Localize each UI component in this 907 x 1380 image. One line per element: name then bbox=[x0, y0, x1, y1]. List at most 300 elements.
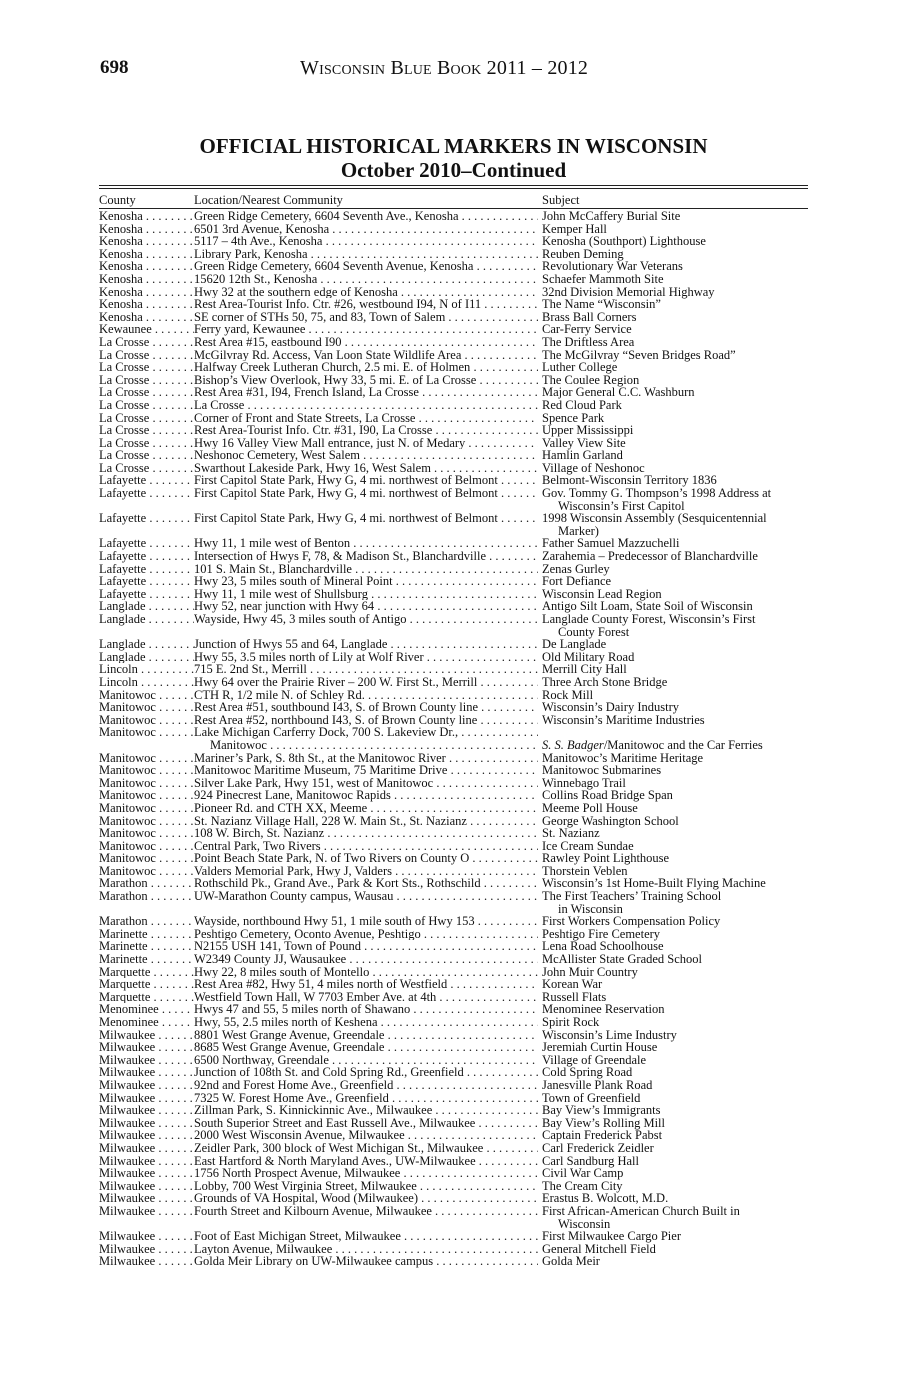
location-line: Intersection of Hwys F, 78, & Madison St., Blanchardville . . . bbox=[194, 550, 538, 563]
subject-line: Upper Mississippi bbox=[542, 423, 634, 438]
county-cell: Kenosha . . . bbox=[99, 311, 194, 324]
subject-cell bbox=[542, 890, 808, 915]
county-cell: Manitowoc . . . bbox=[99, 852, 194, 865]
table-row bbox=[99, 298, 808, 311]
subject-line: Meeme Poll House bbox=[542, 800, 638, 815]
location-cell bbox=[194, 1129, 538, 1142]
location-cell bbox=[194, 487, 538, 512]
location-cell bbox=[194, 940, 538, 953]
location-cell bbox=[194, 1167, 538, 1180]
location-line: Rest Area #82, Hwy 51, 4 miles north of Westfield . . . bbox=[194, 978, 538, 991]
location-cell bbox=[194, 223, 538, 236]
subject-line: De Langlade bbox=[542, 637, 607, 652]
subject-cell bbox=[542, 550, 808, 563]
table-row bbox=[99, 638, 808, 651]
location-cell bbox=[194, 638, 538, 651]
subject-line: Valley View Site bbox=[542, 435, 626, 450]
subject-line: Wisconsin’s Lime Industry bbox=[542, 1027, 677, 1042]
location-cell bbox=[194, 349, 538, 362]
subject-line: The Cream City bbox=[542, 1178, 623, 1193]
subject-line: Gov. Tommy G. Thompson’s 1998 Address at bbox=[542, 486, 772, 501]
table-row bbox=[99, 1041, 808, 1054]
county-cell: Manitowoc . . . bbox=[99, 752, 194, 765]
county-cell: Manitowoc . . . bbox=[99, 764, 194, 777]
location-line: 5117 – 4th Ave., Kenosha . . . bbox=[194, 235, 538, 248]
location-cell bbox=[194, 1092, 538, 1105]
subject-cell bbox=[542, 1041, 808, 1054]
location-cell bbox=[194, 563, 538, 576]
table-row bbox=[99, 928, 808, 941]
subject-line: Jeremiah Curtin House bbox=[542, 1040, 658, 1055]
table-row bbox=[99, 815, 808, 828]
subject-line: John McCaffery Burial Site bbox=[542, 209, 681, 223]
location-cell bbox=[194, 1117, 538, 1130]
location-cell bbox=[194, 663, 538, 676]
table-row bbox=[99, 1205, 808, 1230]
location-line: UW-Marathon County campus, Wausau . . . bbox=[194, 890, 538, 903]
county-cell: Manitowoc . . . bbox=[99, 726, 194, 739]
table-column-headers bbox=[99, 193, 808, 207]
county-cell: Kenosha . . . bbox=[99, 286, 194, 299]
location-cell bbox=[194, 752, 538, 765]
subject-line: Korean War bbox=[542, 977, 603, 992]
location-cell bbox=[194, 928, 538, 941]
county-cell: La Crosse . . . bbox=[99, 349, 194, 362]
location-cell bbox=[194, 235, 538, 248]
location-cell bbox=[194, 764, 538, 777]
location-line bbox=[194, 1218, 538, 1231]
location-cell bbox=[194, 651, 538, 664]
table-row bbox=[99, 726, 808, 751]
table-row bbox=[99, 575, 808, 588]
table-row bbox=[99, 487, 808, 512]
location-cell bbox=[194, 412, 538, 425]
location-line: Green Ridge Cemetery, 6604 Seventh Ave., Kenosha . . . bbox=[194, 210, 538, 223]
location-cell bbox=[194, 323, 538, 336]
location-line: South Superior Street and East Russell Ave., Milwaukee . . . bbox=[194, 1117, 538, 1130]
table-row bbox=[99, 764, 808, 777]
location-line: Point Beach State Park, N. of Two Rivers on County O . . . bbox=[194, 852, 538, 865]
location-cell bbox=[194, 1142, 538, 1155]
location-line: 6500 Northway, Greendale . . . bbox=[194, 1054, 538, 1067]
county-cell: Milwaukee . . . bbox=[99, 1029, 194, 1042]
county-cell: Marquette . . . bbox=[99, 966, 194, 979]
location-line: 8801 West Grange Avenue, Greendale . . . bbox=[194, 1029, 538, 1042]
location-cell bbox=[194, 890, 538, 915]
county-cell: Kenosha . . . bbox=[99, 260, 194, 273]
county-cell: Milwaukee . . . bbox=[99, 1054, 194, 1067]
table-row bbox=[99, 827, 808, 840]
subject-cell bbox=[542, 978, 808, 991]
table-row bbox=[99, 512, 808, 537]
subject-line: Collins Road Bridge Span bbox=[542, 788, 673, 803]
county-cell: Lafayette . . . bbox=[99, 550, 194, 563]
subject-cell bbox=[542, 827, 808, 840]
location-line: Grounds of VA Hospital, Wood (Milwaukee) . . . bbox=[194, 1192, 538, 1205]
county-cell: Milwaukee . . . bbox=[99, 1192, 194, 1205]
location-cell bbox=[194, 374, 538, 387]
table-row bbox=[99, 361, 808, 374]
table-row bbox=[99, 1180, 808, 1193]
table-row bbox=[99, 260, 808, 273]
table-row bbox=[99, 777, 808, 790]
county-cell: Lafayette . . . bbox=[99, 537, 194, 550]
county-cell: La Crosse . . . bbox=[99, 449, 194, 462]
subject-line: Wisconsin’s First Capitol bbox=[558, 498, 685, 513]
subject-line: Bay View’s Rolling Mill bbox=[542, 1115, 665, 1130]
location-line: Hwy 11, 1 mile west of Shullsburg . . . bbox=[194, 588, 538, 601]
location-line: W2349 County JJ, Wausaukee . . . bbox=[194, 953, 538, 966]
county-cell: Marathon . . . bbox=[99, 877, 194, 890]
location-line: Zeidler Park, 300 block of West Michigan St., Milwaukee . . . bbox=[194, 1142, 538, 1155]
county-cell: Marquette . . . bbox=[99, 991, 194, 1004]
table-row bbox=[99, 248, 808, 261]
table-row bbox=[99, 1155, 808, 1168]
location-line: CTH R, 1/2 mile N. of Schley Rd. . . . bbox=[194, 689, 538, 702]
location-line: Rest Area #31, I94, French Island, La Crosse . . . bbox=[194, 386, 538, 399]
subject-line: Schaefer Mammoth Site bbox=[542, 271, 664, 286]
table-row bbox=[99, 1142, 808, 1155]
location-line: Mariner’s Park, S. 8th St., at the Manitowoc River . . . bbox=[194, 752, 538, 765]
subject-cell bbox=[542, 336, 808, 349]
county-cell: Marinette . . . bbox=[99, 953, 194, 966]
table-row bbox=[99, 386, 808, 399]
location-cell bbox=[194, 726, 538, 751]
county-cell: La Crosse . . . bbox=[99, 361, 194, 374]
table-row bbox=[99, 1230, 808, 1243]
location-line bbox=[194, 626, 538, 639]
subject-line: The Driftless Area bbox=[542, 334, 635, 349]
table-row bbox=[99, 374, 808, 387]
table-row bbox=[99, 1129, 808, 1142]
location-line: Hwy 52, near junction with Hwy 64 . . . bbox=[194, 600, 538, 613]
subject-line: Golda Meir bbox=[542, 1254, 600, 1269]
location-cell bbox=[194, 474, 538, 487]
subject-line: The McGilvray “Seven Bridges Road” bbox=[542, 347, 736, 362]
subject-line: 1998 Wisconsin Assembly (Sesquicentennial bbox=[542, 511, 767, 526]
location-cell bbox=[194, 915, 538, 928]
subject-cell bbox=[542, 1016, 808, 1029]
subject-rest-part: /Manitowoc and the Car Ferries bbox=[603, 737, 763, 752]
subject-line: Erastus B. Wolcott, M.D. bbox=[542, 1191, 669, 1206]
county-cell: Manitowoc . . . bbox=[99, 802, 194, 815]
subject-line: Wisconsin Lead Region bbox=[542, 586, 662, 601]
table-row bbox=[99, 1029, 808, 1042]
subject-line: Peshtigo Fire Cemetery bbox=[542, 926, 661, 941]
county-cell: Lafayette . . . bbox=[99, 575, 194, 588]
location-cell bbox=[194, 1003, 538, 1016]
location-cell bbox=[194, 286, 538, 299]
location-line: Library Park, Kenosha . . . bbox=[194, 248, 538, 261]
county-cell: Kenosha . . . bbox=[99, 248, 194, 261]
location-cell bbox=[194, 248, 538, 261]
column-header-subject: Subject bbox=[542, 193, 580, 207]
markers-table-body bbox=[99, 210, 808, 1268]
location-cell bbox=[194, 298, 538, 311]
table-row bbox=[99, 1117, 808, 1130]
county-cell: La Crosse . . . bbox=[99, 437, 194, 450]
subject-line: Rock Mill bbox=[542, 687, 594, 702]
table-row bbox=[99, 663, 808, 676]
location-line: Hwy 11, 1 mile west of Benton . . . bbox=[194, 537, 538, 550]
county-cell: La Crosse . . . bbox=[99, 399, 194, 412]
location-cell bbox=[194, 1243, 538, 1256]
county-cell: Manitowoc . . . bbox=[99, 689, 194, 702]
subject-line: Car-Ferry Service bbox=[542, 322, 632, 337]
location-line bbox=[194, 525, 538, 538]
table-row bbox=[99, 689, 808, 702]
subject-line: Antigo Silt Loam, State Soil of Wisconsin bbox=[542, 599, 753, 614]
table-row bbox=[99, 966, 808, 979]
location-line: Hwy 23, 5 miles south of Mineral Point . . . bbox=[194, 575, 538, 588]
location-line: First Capitol State Park, Hwy G, 4 mi. northwest of Belmont . . . bbox=[194, 512, 538, 525]
county-cell: Lafayette . . . bbox=[99, 474, 194, 487]
subject-line: Lena Road Schoolhouse bbox=[542, 939, 664, 954]
table-top-rule bbox=[99, 185, 808, 186]
county-cell: La Crosse . . . bbox=[99, 386, 194, 399]
location-cell bbox=[194, 537, 538, 550]
table-header-rule bbox=[99, 208, 808, 209]
subject-line: Town of Greenfield bbox=[542, 1090, 641, 1105]
location-line: East Hartford & North Maryland Aves., UW-Milwaukee . . . bbox=[194, 1155, 538, 1168]
location-line: 2000 West Wisconsin Avenue, Milwaukee . . . bbox=[194, 1129, 538, 1142]
location-line bbox=[194, 903, 538, 916]
subject-line: Major General C.C. Washburn bbox=[542, 385, 695, 400]
subject-line: Belmont-Wisconsin Territory 1836 bbox=[542, 473, 717, 488]
subject-line: Hamlin Garland bbox=[542, 448, 623, 463]
county-cell: Kenosha . . . bbox=[99, 223, 194, 236]
title-line-1: OFFICIAL HISTORICAL MARKERS IN WISCONSIN bbox=[199, 134, 708, 158]
county-cell: Milwaukee . . . bbox=[99, 1066, 194, 1079]
location-line: Rest Area-Tourist Info. Ctr. #26, westbound I94, N of I11 . . . bbox=[194, 298, 538, 311]
subject-line: Zarahemia – Predecessor of Blanchardville bbox=[542, 549, 758, 564]
subject-line: St. Nazianz bbox=[542, 826, 600, 841]
subject-cell bbox=[542, 1142, 808, 1155]
location-cell bbox=[194, 437, 538, 450]
county-cell: Manitowoc . . . bbox=[99, 865, 194, 878]
table-row bbox=[99, 424, 808, 437]
subject-line: Three Arch Stone Bridge bbox=[542, 674, 668, 689]
subject-cell bbox=[542, 1205, 808, 1230]
subject-line: Civil War Camp bbox=[542, 1166, 624, 1181]
table-row bbox=[99, 1167, 808, 1180]
subject-line: Spirit Rock bbox=[542, 1015, 600, 1029]
location-line: McGilvray Rd. Access, Van Loon State Wildlife Area . . . bbox=[194, 349, 538, 362]
county-cell: Kenosha . . . bbox=[99, 273, 194, 286]
county-cell: Lincoln . . . bbox=[99, 663, 194, 676]
county-cell: Lincoln . . . bbox=[99, 676, 194, 689]
table-row bbox=[99, 399, 808, 412]
table-row bbox=[99, 1104, 808, 1117]
table-row bbox=[99, 273, 808, 286]
subject-cell bbox=[542, 726, 808, 751]
subject-line: Zenas Gurley bbox=[542, 561, 610, 576]
subject-line: Marker) bbox=[558, 523, 599, 538]
subject-line: 32nd Division Memorial Highway bbox=[542, 284, 715, 299]
table-row bbox=[99, 1016, 808, 1029]
subject-line: Carl Sandburg Hall bbox=[542, 1153, 639, 1168]
table-row bbox=[99, 840, 808, 853]
county-cell: La Crosse . . . bbox=[99, 424, 194, 437]
subject-cell bbox=[542, 210, 808, 223]
county-cell: Langlade . . . bbox=[99, 651, 194, 664]
location-cell bbox=[194, 1192, 538, 1205]
table-row bbox=[99, 449, 808, 462]
county-cell: Manitowoc . . . bbox=[99, 777, 194, 790]
subject-line: General Mitchell Field bbox=[542, 1241, 656, 1256]
subject-line: The First Teachers’ Training School bbox=[542, 889, 722, 904]
location-cell bbox=[194, 1255, 538, 1268]
subject-line: Cold Spring Road bbox=[542, 1065, 633, 1080]
table-row bbox=[99, 890, 808, 915]
location-cell bbox=[194, 311, 538, 324]
location-cell bbox=[194, 462, 538, 475]
subject-cell bbox=[542, 361, 808, 374]
location-cell bbox=[194, 1054, 538, 1067]
subject-line: Ice Cream Sundae bbox=[542, 838, 634, 853]
location-line: Junction of Hwys 55 and 64, Langlade . . . bbox=[194, 638, 538, 651]
table-row bbox=[99, 336, 808, 349]
county-cell: Kenosha . . . bbox=[99, 298, 194, 311]
location-cell bbox=[194, 827, 538, 840]
location-cell bbox=[194, 1016, 538, 1029]
location-cell bbox=[194, 689, 538, 702]
subject-line: Spence Park bbox=[542, 410, 605, 425]
subject-cell bbox=[542, 613, 808, 638]
table-row bbox=[99, 412, 808, 425]
location-cell bbox=[194, 1066, 538, 1079]
location-cell bbox=[194, 1079, 538, 1092]
county-cell: Milwaukee . . . bbox=[99, 1255, 194, 1268]
location-cell bbox=[194, 260, 538, 273]
table-row bbox=[99, 235, 808, 248]
location-cell bbox=[194, 512, 538, 537]
subject-line: Captain Frederick Pabst bbox=[542, 1128, 663, 1143]
table-row bbox=[99, 802, 808, 815]
table-row bbox=[99, 1255, 808, 1268]
county-cell: La Crosse . . . bbox=[99, 374, 194, 387]
subject-cell bbox=[542, 714, 808, 727]
location-line: Foot of East Michigan Street, Milwaukee . . . bbox=[194, 1230, 538, 1243]
subject-line: George Washington School bbox=[542, 813, 679, 828]
subject-cell bbox=[542, 575, 808, 588]
county-cell: Kewaunee . . . bbox=[99, 323, 194, 336]
county-cell: Lafayette . . . bbox=[99, 588, 194, 601]
table-row bbox=[99, 701, 808, 714]
county-cell: Milwaukee . . . bbox=[99, 1155, 194, 1168]
location-cell bbox=[194, 550, 538, 563]
subject-line: Revolutionary War Veterans bbox=[542, 259, 683, 274]
subject-cell bbox=[542, 273, 808, 286]
subject-line: First Milwaukee Cargo Pier bbox=[542, 1229, 681, 1244]
subject-line: Kenosha (Southport) Lighthouse bbox=[542, 234, 706, 249]
location-cell bbox=[194, 1205, 538, 1230]
subject-line: Carl Frederick Zeidler bbox=[542, 1140, 654, 1155]
subject-line: County Forest bbox=[558, 624, 630, 639]
subject-line: Rawley Point Lighthouse bbox=[542, 851, 670, 866]
location-line: First Capitol State Park, Hwy G, 4 mi. northwest of Belmont . . . bbox=[194, 474, 538, 487]
subject-cell bbox=[542, 1255, 808, 1268]
subject-line: Red Cloud Park bbox=[542, 397, 622, 412]
location-line: Bishop’s View Overlook, Hwy 33, 5 mi. E. of La Crosse . . . bbox=[194, 374, 538, 387]
location-line: Valders Memorial Park, Hwy J, Valders . . . bbox=[194, 865, 538, 878]
subject-cell bbox=[542, 1104, 808, 1117]
subject-line: Brass Ball Corners bbox=[542, 309, 637, 324]
location-line: Manitowoc . . . bbox=[194, 739, 538, 752]
location-cell bbox=[194, 877, 538, 890]
subject-cell bbox=[542, 953, 808, 966]
county-cell: Kenosha . . . bbox=[99, 210, 194, 223]
table-row bbox=[99, 311, 808, 324]
county-cell: Lafayette . . . bbox=[99, 512, 194, 525]
page-title bbox=[0, 134, 907, 182]
location-cell bbox=[194, 815, 538, 828]
location-line: 108 W. Birch, St. Nazianz . . . bbox=[194, 827, 538, 840]
location-cell bbox=[194, 575, 538, 588]
table-row bbox=[99, 323, 808, 336]
subject-line: Wisconsin’s 1st Home-Built Flying Machine bbox=[542, 876, 766, 891]
subject-cell bbox=[542, 1079, 808, 1092]
subject-line: Wisconsin’s Dairy Industry bbox=[542, 700, 679, 715]
location-cell bbox=[194, 588, 538, 601]
county-cell: Lafayette . . . bbox=[99, 487, 194, 500]
county-cell: Langlade . . . bbox=[99, 638, 194, 651]
location-cell bbox=[194, 361, 538, 374]
location-line: Ferry yard, Kewaunee . . . bbox=[194, 323, 538, 336]
location-cell bbox=[194, 1180, 538, 1193]
table-row bbox=[99, 286, 808, 299]
table-row bbox=[99, 978, 808, 991]
location-cell bbox=[194, 953, 538, 966]
column-header-location: Location/Nearest Community bbox=[194, 193, 343, 207]
county-cell: Kenosha . . . bbox=[99, 235, 194, 248]
county-cell: Milwaukee . . . bbox=[99, 1092, 194, 1105]
table-row bbox=[99, 613, 808, 638]
subject-line: The Coulee Region bbox=[542, 372, 640, 387]
location-line: Hwy 32 at the southern edge of Kenosha . . . bbox=[194, 286, 538, 299]
location-line: Hwy 16 Valley View Mall entrance, just N. of Medary . . . bbox=[194, 437, 538, 450]
location-line: Fourth Street and Kilbourn Avenue, Milwaukee . . . bbox=[194, 1205, 538, 1218]
county-cell: Menominee . . . bbox=[99, 1016, 194, 1029]
county-cell: Marquette . . . bbox=[99, 978, 194, 991]
running-head: Wisconsin Blue Book 2011 – 2012 bbox=[300, 57, 589, 79]
subject-cell bbox=[542, 512, 808, 537]
table-row bbox=[99, 563, 808, 576]
title-line-2: October 2010–Continued bbox=[340, 158, 567, 182]
location-cell bbox=[194, 1230, 538, 1243]
table-row bbox=[99, 676, 808, 689]
location-cell bbox=[194, 789, 538, 802]
location-cell bbox=[194, 1041, 538, 1054]
table-row bbox=[99, 789, 808, 802]
location-cell bbox=[194, 701, 538, 714]
location-line: Lake Michigan Carferry Dock, 700 S. Lakeview Dr., . . . bbox=[194, 726, 538, 739]
location-line: SE corner of STHs 50, 75, and 83, Town of Salem . . . bbox=[194, 311, 538, 324]
subject-line: Menominee Reservation bbox=[542, 1002, 665, 1017]
table-row bbox=[99, 1066, 808, 1079]
location-cell bbox=[194, 613, 538, 638]
subject-line: The Name “Wisconsin” bbox=[542, 297, 661, 312]
subject-line: Wisconsin’s Maritime Industries bbox=[542, 712, 705, 727]
location-cell bbox=[194, 865, 538, 878]
subject-cell bbox=[542, 235, 808, 248]
subject-cell bbox=[542, 1167, 808, 1180]
location-line: Hwy 22, 8 miles south of Montello . . . bbox=[194, 966, 538, 979]
location-line: 8685 West Grange Avenue, Greendale . . . bbox=[194, 1041, 538, 1054]
location-line: 101 S. Main St., Blanchardville . . . bbox=[194, 563, 538, 576]
subject-line: First Workers Compensation Policy bbox=[542, 914, 721, 929]
subject-cell bbox=[542, 701, 808, 714]
